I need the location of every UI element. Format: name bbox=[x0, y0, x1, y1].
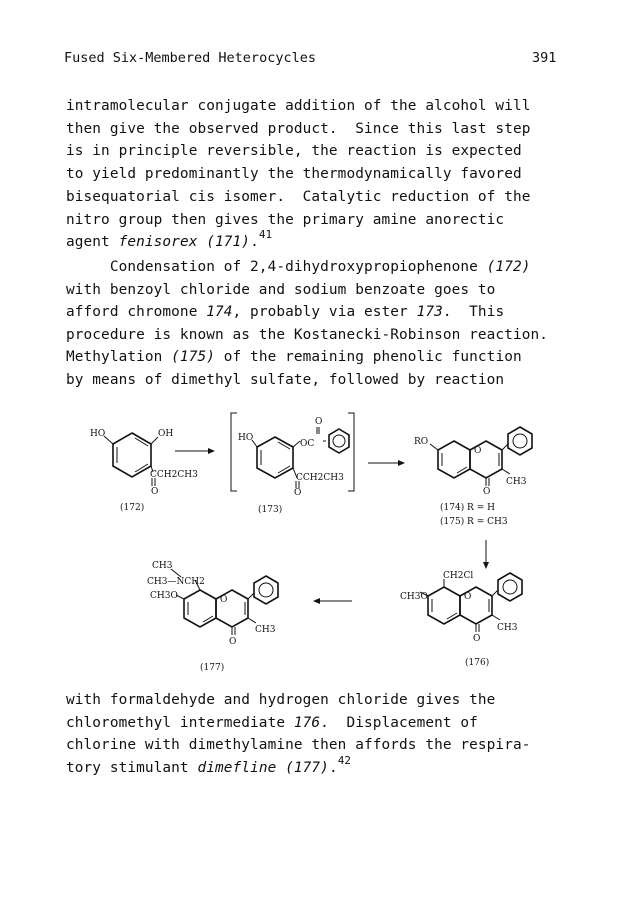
text-run: procedure is known as the Kostanecki-Robinson reaction. bbox=[66, 326, 549, 343]
arrow-head bbox=[208, 448, 215, 454]
label-ring-o: O bbox=[220, 595, 228, 605]
label-ring-o: O bbox=[464, 592, 472, 602]
text-run: Condensation of 2,4-dihydroxypropiophenone bbox=[66, 259, 487, 275]
structure-174-175 bbox=[414, 427, 532, 497]
reference-superscript: 41 bbox=[258, 228, 273, 242]
text-run: bisequatorial cis isomer. Catalytic reduction of the bbox=[66, 188, 531, 205]
label-dimethylaminomethyl: CH3—NCH2 bbox=[147, 577, 205, 587]
label-174: (174) R = H bbox=[440, 503, 495, 513]
italic-text: fenisorex (171) bbox=[118, 234, 251, 251]
label-ho: HO bbox=[90, 429, 106, 439]
page-number: 391 bbox=[532, 50, 557, 66]
italic-text: 174 bbox=[206, 304, 233, 321]
label-ho: HO bbox=[238, 433, 254, 443]
text-run: chlorine with dimethylamine then affords the respira- bbox=[66, 737, 531, 754]
structure-172 bbox=[90, 429, 198, 497]
text-run: chloromethyl intermediate bbox=[66, 714, 294, 731]
text-run: is in principle reversible, the reaction is expected bbox=[66, 143, 522, 160]
italic-text: 173 bbox=[416, 304, 443, 321]
label-carbonyl-o: O bbox=[483, 487, 491, 497]
text-run: , probably via ester bbox=[232, 304, 417, 321]
text-run: then give the observed product. Since this last step bbox=[66, 120, 531, 137]
label-173: (173) bbox=[258, 505, 283, 515]
label-ester-oc: OC bbox=[300, 439, 315, 449]
label-ch2cl: CH2Cl bbox=[443, 571, 474, 581]
label-ch3: CH3 bbox=[255, 625, 276, 635]
text-run: of the remaining phenolic function bbox=[215, 349, 522, 366]
arrow-head bbox=[483, 562, 489, 569]
label-ro: RO bbox=[414, 437, 429, 447]
structure-176 bbox=[400, 571, 522, 644]
italic-text: (175) bbox=[171, 349, 215, 366]
text-run: intramolecular conjugate addition of the alcohol will bbox=[66, 98, 531, 114]
text-run: . bbox=[250, 234, 259, 251]
text-run: afford chromone bbox=[66, 304, 207, 321]
arrow-head bbox=[313, 598, 320, 604]
label-carbonyl-o: O bbox=[229, 637, 237, 647]
text-run: . This bbox=[442, 304, 505, 321]
text-run: tory stimulant bbox=[66, 759, 198, 776]
structure-177 bbox=[147, 561, 278, 647]
text-run: . Displacement of bbox=[320, 714, 478, 731]
label-177: (177) bbox=[200, 663, 225, 673]
text-run: agent bbox=[66, 234, 119, 251]
text-run: . bbox=[328, 759, 338, 776]
text-run: nitro group then gives the primary amine anorectic bbox=[66, 211, 505, 228]
italic-text: (172) bbox=[486, 259, 531, 275]
structure-173 bbox=[231, 413, 354, 498]
label-ch3: CH3 bbox=[506, 477, 527, 487]
label-ch3o: CH3O bbox=[150, 591, 178, 601]
label-carbonyl-o: O bbox=[473, 634, 481, 644]
running-header-title: Fused Six-Membered Heterocycles bbox=[64, 50, 316, 66]
label-propionyl: CCH2CH3 bbox=[296, 473, 344, 483]
text-run: to yield predominantly the thermodynamically favored bbox=[66, 166, 522, 183]
label-175: (175) R = CH3 bbox=[440, 517, 508, 527]
label-propionyl: CCH2CH3 bbox=[150, 470, 198, 480]
italic-text: dimefline (177) bbox=[197, 759, 329, 776]
label-ch3: CH3 bbox=[497, 623, 518, 633]
arrow-head bbox=[398, 460, 405, 466]
text-run: with benzoyl chloride and sodium benzoate goes to bbox=[66, 281, 496, 298]
label-ring-o: O bbox=[474, 446, 482, 456]
label-ester-o: O bbox=[315, 417, 323, 427]
italic-text: 176 bbox=[293, 714, 321, 731]
text-run: Methylation bbox=[66, 349, 172, 366]
label-oh: OH bbox=[158, 429, 174, 439]
reference-superscript: 42 bbox=[337, 754, 352, 767]
text-run: by means of dimethyl sulfate, followed by reaction bbox=[66, 372, 505, 388]
label-carbonyl-o: O bbox=[151, 487, 159, 497]
label-ch3o: CH3O bbox=[400, 592, 428, 602]
label-carbonyl-o: O bbox=[294, 488, 302, 498]
label-172: (172) bbox=[120, 503, 145, 513]
label-ch3: CH3 bbox=[152, 561, 173, 571]
text-run: with formaldehyde and hydrogen chloride gives the bbox=[66, 692, 496, 708]
label-176: (176) bbox=[465, 658, 490, 668]
